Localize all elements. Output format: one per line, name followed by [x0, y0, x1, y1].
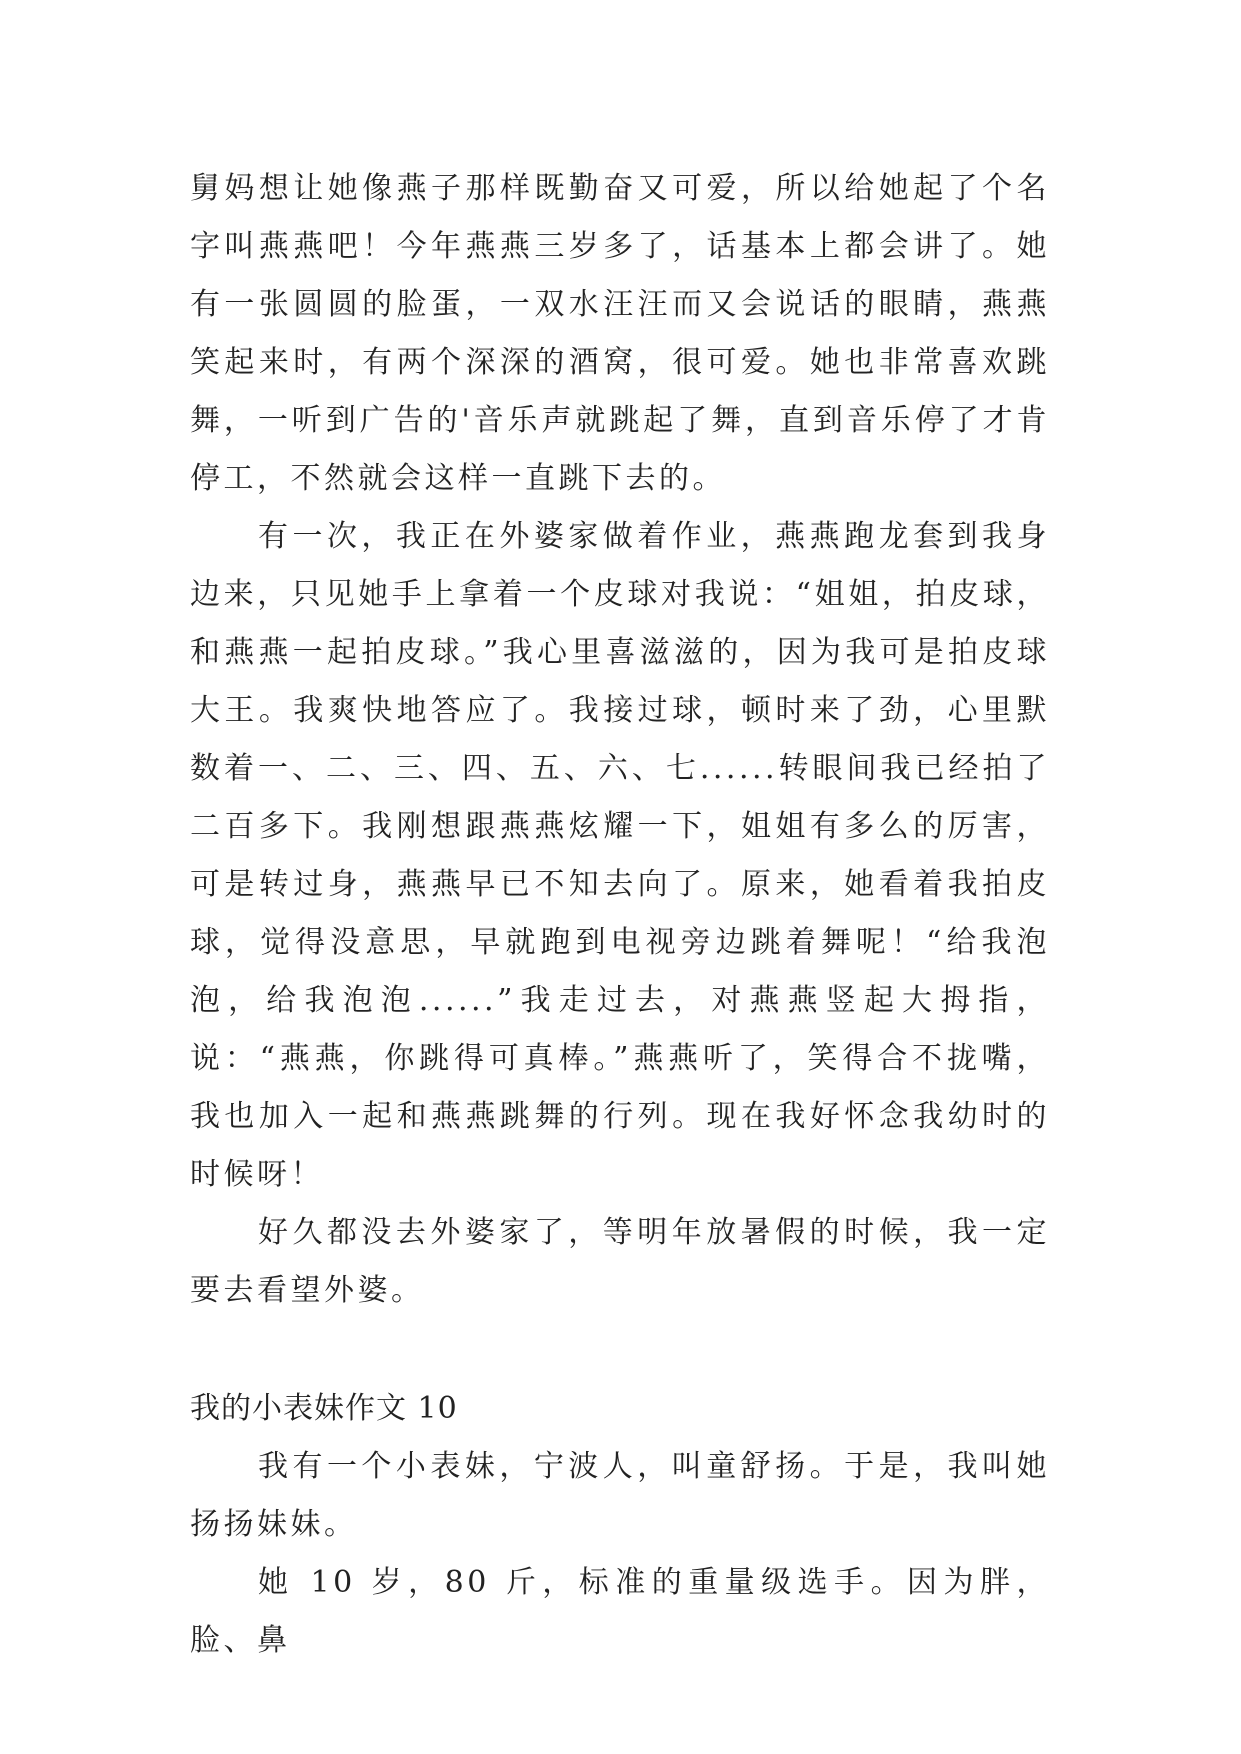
- document-body: [190, 160, 1050, 1670]
- paragraph-5: 她 10 岁，80 斤，标准的重量级选手。因为胖，脸、鼻: [190, 1565, 1050, 1658]
- paragraph-1: 舅妈想让她像燕子那样既勤奋又可爱，所以给她起了个名字叫燕燕吧！今年燕燕三岁多了，话基本上都会讲了。她有一张圆圆的脸蛋，一双水汪汪而又会说话的眼睛，燕燕笑起来时，有两个深深的酒窝，很可爱。她也非常喜欢跳舞，一听到广告的'音乐声就跳起了舞，直到音乐停了才肯停工，不然就会这样一直跳下去的。: [190, 171, 1050, 496]
- section-title: 我的小表妹作文 10: [190, 1391, 458, 1426]
- paragraph-4: 我有一个小表妹，宁波人，叫童舒扬。于是，我叫她扬扬妹妹。: [190, 1449, 1050, 1542]
- paragraph-3: 好久都没去外婆家了，等明年放暑假的时候，我一定要去看望外婆。: [190, 1215, 1050, 1308]
- paragraph-2: 有一次，我正在外婆家做着作业，燕燕跑龙套到我身边来，只见她手上拿着一个皮球对我说：“姐姐，拍皮球，和燕燕一起拍皮球。”我心里喜滋滋的，因为我可是拍皮球大王。我爽快地答应了。我接过球，顿时来了劲，心里默数着一、二、三、四、五、六、七......转眼间我已经拍了二百多下。我刚想跟燕燕炫耀一下，姐姐有多么的厉害，可是转过身，燕燕早已不知去向了。原来，她看着我拍皮球，觉得没意思，早就跑到电视旁边跳着舞呢！“给我泡泡，给我泡泡......”我走过去，对燕燕竖起大拇指，说：“燕燕，你跳得可真棒。”燕燕听了，笑得合不拢嘴，我也加入一起和燕燕跳舞的行列。现在我好怀念我幼时的时候呀！: [190, 519, 1050, 1192]
